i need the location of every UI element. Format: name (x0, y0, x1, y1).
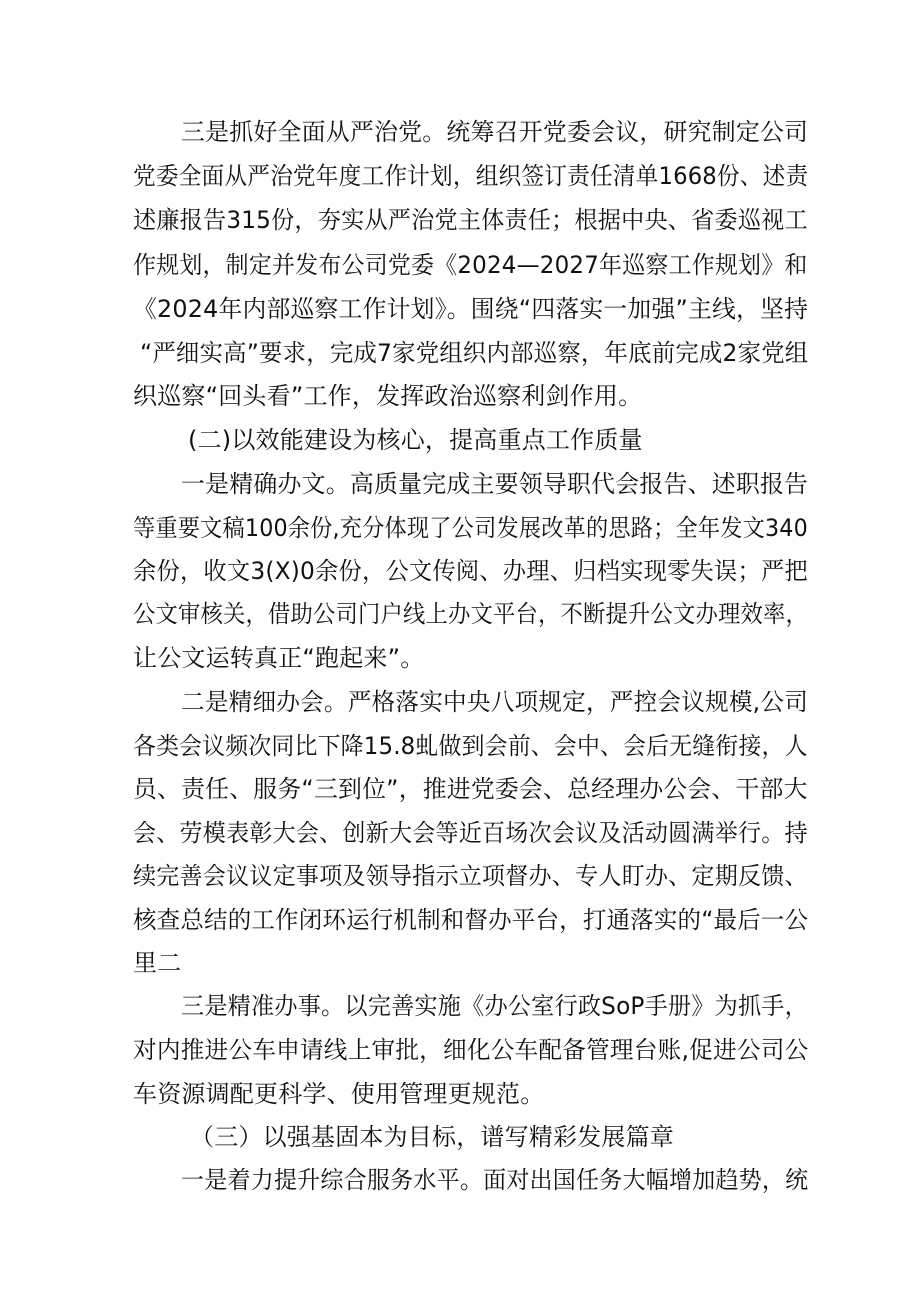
paragraph-line: 等重要文稿100余份,充分体现了公司发展改革的思路；全年发文340 (133, 514, 808, 542)
paragraph-line: 织巡察“回头看”工作，发挥政治巡察利剑作用。 (133, 382, 643, 410)
paragraph-line: 三是精准办事。以完善实施《办公室行政SoP手册》为抓手， (181, 992, 808, 1020)
paragraph-line: 车资源调配更科学、使用管理更规范。 (133, 1080, 545, 1108)
paragraph-line: 员、责任、服务“三到位”，推进党委会、总经理办公会、干部大 (133, 775, 808, 803)
paragraph-line: 《2024年内部巡察工作计划》。围绕“四落实一加强”主线，坚持 (133, 295, 809, 323)
section-heading: （三）以强基固本为目标，谱写精彩发展篇章 (190, 1123, 674, 1151)
paragraph-line: 党委全面从严治党年度工作计划，组织签订责任清单1668份、述责 (133, 162, 809, 190)
paragraph-line: 各类会议频次同比下降15.8虬做到会前、会中、会后无缝衔接，人 (133, 732, 808, 760)
paragraph-line: 让公文运转真正“跑起来”。 (133, 644, 425, 672)
paragraph-line: “严细实高”要求，完成7家党组织内部巡察，年底前完成2家党组 (140, 339, 809, 367)
paragraph-line: 续完善会议议定事项及领导指示立项督办、专人盯办、定期反馈、 (133, 862, 808, 890)
paragraph-line: 会、劳模表彰大会、创新大会等近百场次会议及活动圆满举行。持 (133, 819, 808, 847)
paragraph-line: 一是着力提升综合服务水平。面对出国任务大幅增加趋势，统 (181, 1166, 809, 1194)
paragraph-line: 里二 (133, 949, 182, 977)
paragraph-line: 三是抓好全面从严治党。统筹召开党委会议，研究制定公司 (181, 118, 809, 146)
paragraph-line: 作规划，制定并发布公司党委《2024—2027年巡察工作规划》和 (133, 251, 808, 279)
paragraph-line: 二是精细办会。严格落实中央八项规定，严控会议规模,公司 (181, 688, 809, 716)
paragraph-line: 公文审核关，借助公司门户线上办文平台，不断提升公文办理效率， (133, 600, 809, 628)
section-heading: (二)以效能建设为核心，提高重点工作质量 (188, 426, 643, 454)
paragraph-line: 余份，收文3(X)0余份，公文传阅、办理、归档实现零失误；严把 (133, 557, 808, 585)
paragraph-line: 核查总结的工作闭环运行机制和督办平台，打通落实的“最后一公 (133, 906, 809, 934)
paragraph-line: 对内推进公车申请线上审批，细化公车配备管理台账,促进公司公 (133, 1036, 809, 1064)
paragraph-line: 一是精确办文。高质量完成主要领导职代会报告、述职报告 (181, 470, 809, 498)
paragraph-line: 述廉报告315份，夯实从严治党主体责任；根据中央、省委巡视工 (133, 206, 808, 234)
